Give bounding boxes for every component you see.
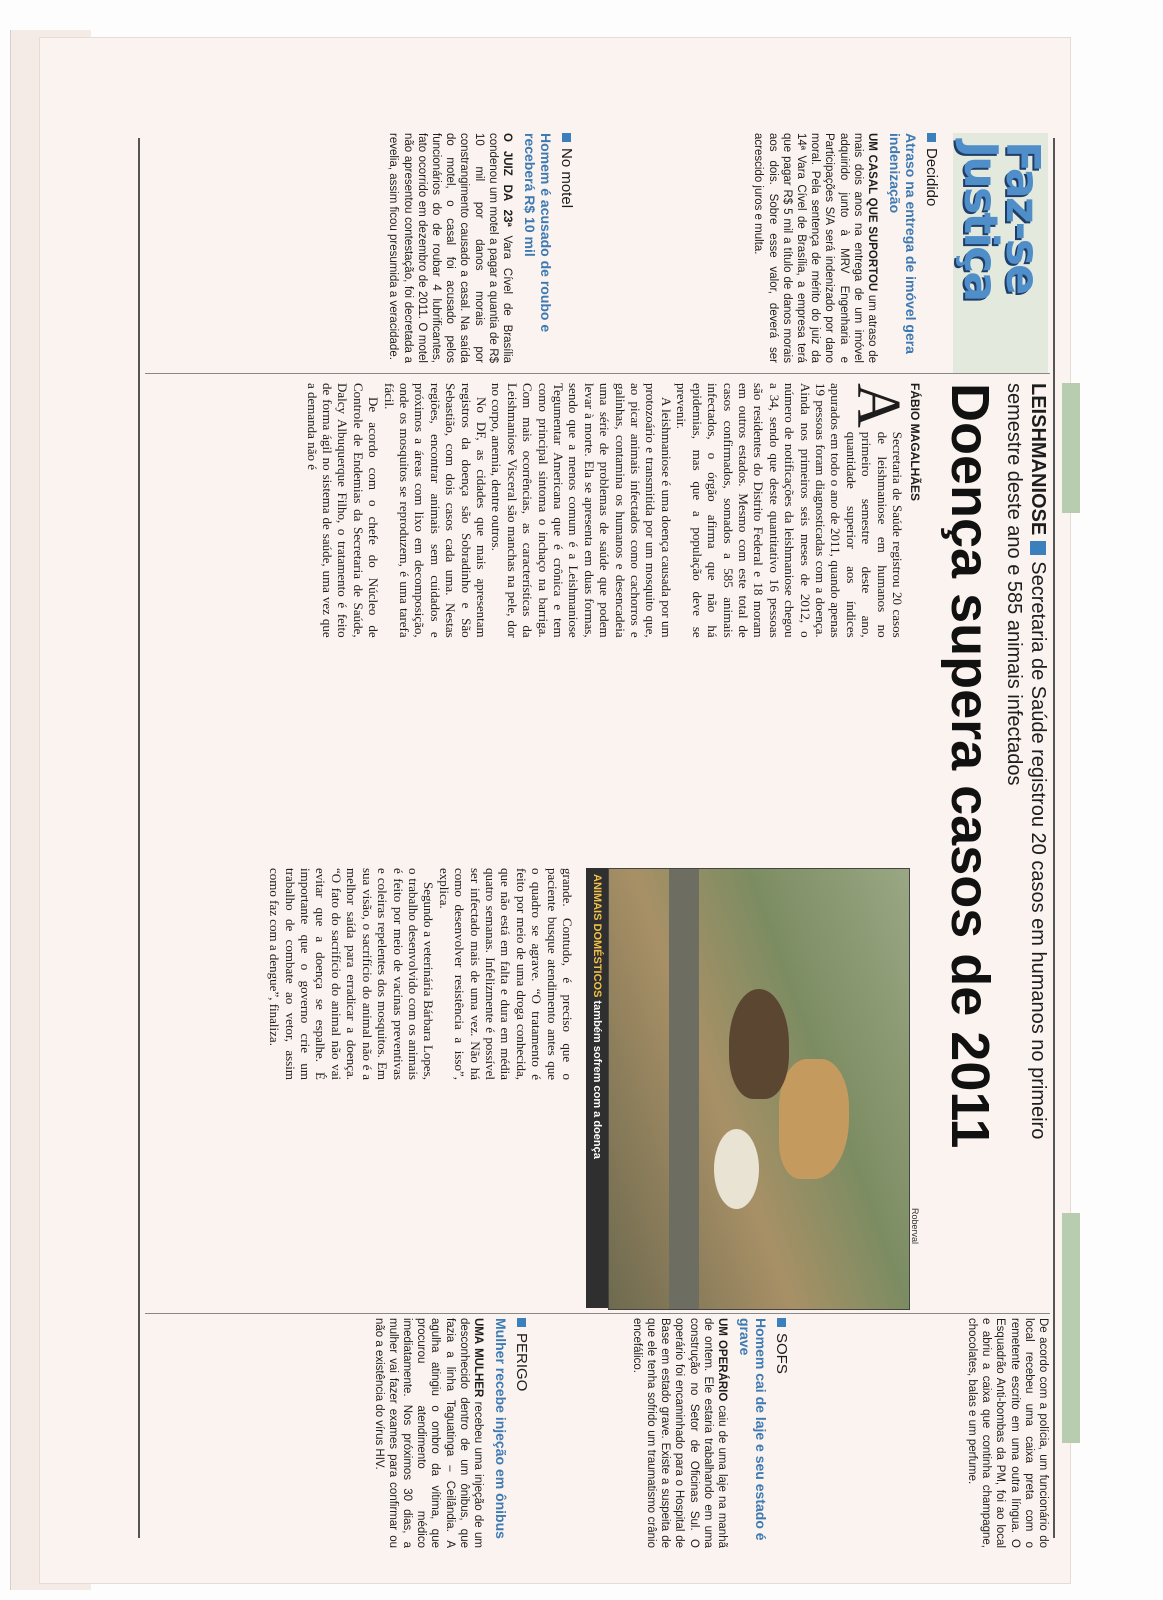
story-body (630, 1318, 729, 1548)
wall-figure (669, 869, 699, 1309)
green-accent-bar (1062, 383, 1080, 513)
story-lead: UMA MULHER (472, 1318, 484, 1398)
story-text: caiu de uma laje na manhã de ontem. Ele estaria trabalhando em uma construção no Setor de Oficinas Sul. O operário foi encaminhado para o Hospital de Base em estado grave. Existe a suspeita de que ele tenha sofrido um traumatismo crânio encefálico. (630, 1318, 728, 1548)
bottom-rule (1053, 138, 1055, 1538)
green-accent-bar (1062, 1213, 1080, 1443)
kicker-sofs (773, 1318, 790, 1548)
story-headline: Mulher recebe injeção em ônibus (493, 1318, 509, 1539)
article-paragraph: No DF, as cidades que mais apresentam registros da doença são Sobradinho e São Sebastião, com dois casos cada uma. Nestas regiões, encontrar animais sem cuidados e próximos a áreas com lixo em decomposição, onde os mosquitos se reproduzem, é uma tarefa fácil. (381, 383, 490, 638)
story-text: um atraso de mais dois anos na entrega de um imóvel adquirido junto à MRV Engenharia e Participações S/A será indenizado por dano moral. Pela sentença de mérito do juiz da 14ª Vara Cível de Brasília, a empresa terá que pagar R$ 5 mil a título de danos morais aos dois. Sobre esse valor, deverá ser acrescido juros e multa. (752, 133, 878, 363)
story-body (751, 133, 879, 363)
story-body (371, 1318, 485, 1548)
drop-cap: A (844, 383, 912, 428)
top-rule (138, 138, 140, 1538)
square-bullet-icon (1030, 541, 1046, 555)
story-lead: UM CASAL QUE SUPORTOU (866, 133, 878, 292)
square-bullet-icon (927, 133, 936, 142)
article-paragraph: Segundo a veterinária Bárbara Lopes, o trabalho desenvolvido com os animais é feito por meio de vacinas preventivas e coleiras repelentes dos mosquitos. Em sua visão, o sacrifício do animal não é a melhor saída para erradicar a doença. “O fato do sacrifício do animal não vai evitar que a doença se espalhe. É importante que o governo crie um trabalho de combate ao vetor, assim como faz com a dengue”, finaliza. (267, 868, 437, 1080)
kicker-perigo (513, 1318, 530, 1548)
kicker-text: SOFS (773, 1333, 790, 1374)
article-paragraph: De acordo com o chefe do Núcleo de Controle de Endemias da Secretaria de Saúde, Dalcy Albuquerque Filho, o tratamento é feito de forma ágil no sistema de saúde, uma vez que a demanda não é (304, 383, 382, 638)
story-headline: Homem cai de laje e seu estado é grave (737, 1318, 769, 1541)
kicker-text: PERIGO (513, 1333, 530, 1392)
article-paragraph: A leishmaniose é uma doença causada por um protozoário e transmitida por um mosquito que, ao picar animais infectados como cachorros e galinhas, contamina os humanos e desencadeia uma série de problemas de saúde que podem levar à morte. Ela se apresenta em duas formas, sendo que a menos comum é a Leishmaniose Tegumentar Americana que é crônica e tem como principal sintoma o inchaço na barriga. Com mais ocorrências, as características da Leishmaniose Visceral são manchas na pele, dor no corpo, anemia, dentre outros. (489, 383, 674, 638)
kicker-text: Decidido (923, 148, 940, 207)
article-headline: Doença supera casos de 2011 (940, 383, 1000, 1149)
rotated-page-content (40, 38, 1070, 1583)
dog-figure (729, 989, 789, 1099)
story-text: Vara Cível de Brasília condenou um motel a pagar a quantia de R$ 10 mil por danos morais por constrangimento causado a casal. Na saída do motel, o casal foi acusado pelos funcionários do de roubar 4 lubrificantes, fato ocorrido em dezembro de 2011. O motel não apresentou contestação, foi decretada a revelia, assim ficou presumida a veracidade. (387, 133, 513, 363)
square-bullet-icon (517, 1318, 526, 1327)
column-divider (145, 1313, 1050, 1314)
column-divider (145, 373, 1050, 374)
continued-story: De acordo com a polícia, um funcionário do local recebeu uma caixa preta com o remetente escrito em uma outra língua. O Esquadrão Anti-bombas da PM, foi ao local e abriu a caixa que continha champagne, chocolates, balas e um perfume. (965, 1318, 1049, 1548)
article-paragraph: A Secretaria de Saúde registrou 20 casos de leishmaniose em humanos no primeiro semestre deste ano, quantidade superior aos índices apurados em todo o ano de 2011, quando apenas 19 pessoas foram diagnosticadas com a doença. Ainda nos primeiros seis meses de 2012, o número de notificações da leishmaniose chegou a 34, sendo que deste quantitativo 16 pessoas são residentes do Distrito Federal e 18 moram em outros estados. Mesmo com este total de casos confirmados, somados a 585 animais infectados, o órgão afirma que não há epidemias, mas que a população deve se prevenir. (674, 383, 912, 638)
photo-caption: ANIMAIS DOMÉSTICOS também sofrem com a doença (586, 868, 608, 1308)
rubric-text: Secretaria de Saúde registrou 20 casos em humanos no primeiro semestre deste ano e 585 animais infectados (1003, 383, 1049, 1140)
story-text: recebeu uma injeção de um desconhecido dentro de um ônibus, que fazia a linha Taguatinga – Ceilândia. A agulha atingiu o ombro da vítima, que procurou atendimento médico imediatamente. Nos próximos 30 dias, a mulher vai fazer exames para confirmar ou não a existência do vírus HIV. (372, 1318, 484, 1548)
story-headline: Homem é acusado de roubo e receberá R$ 10 mil (522, 133, 554, 333)
article-rubric (1002, 383, 1050, 1203)
story-headline: Atraso na entrega de imóvel gera indenização (887, 133, 919, 354)
byline: FÁBIO MAGALHÃES (908, 383, 922, 501)
photo-credit: Roberval (910, 1208, 920, 1245)
right-column (145, 1318, 1050, 1548)
article-photo (608, 868, 910, 1310)
story-lead: UM OPERÁRIO (716, 1318, 728, 1402)
article-body-continued (155, 868, 575, 1308)
rubric-tag: LEISHMANIOSE (1027, 383, 1049, 536)
article-paragraph: grande. Contudo, é preciso que o paciente busque atendimento antes que o quadro se agrave. “O tratamento é feito por meio de uma droga conhecida, que não está em falta e dura em média quatro semanas. Infelizmente é possível ser infectado mais de uma vez. Não há como desenvolver resistência a isso”, explica. (436, 868, 575, 1080)
dog-figure (779, 1059, 849, 1179)
kicker-no-motel (558, 133, 575, 363)
story-body (386, 133, 514, 363)
kicker-decidido (923, 133, 940, 363)
dog-figure (714, 1129, 759, 1209)
left-column (145, 133, 1050, 363)
section-logo: Faz-se Justiça (954, 141, 1050, 301)
square-bullet-icon (562, 133, 571, 142)
story-lead: O JUIZ DA 23ª (501, 133, 513, 227)
square-bullet-icon (777, 1318, 786, 1327)
kicker-text: No motel (558, 148, 575, 209)
